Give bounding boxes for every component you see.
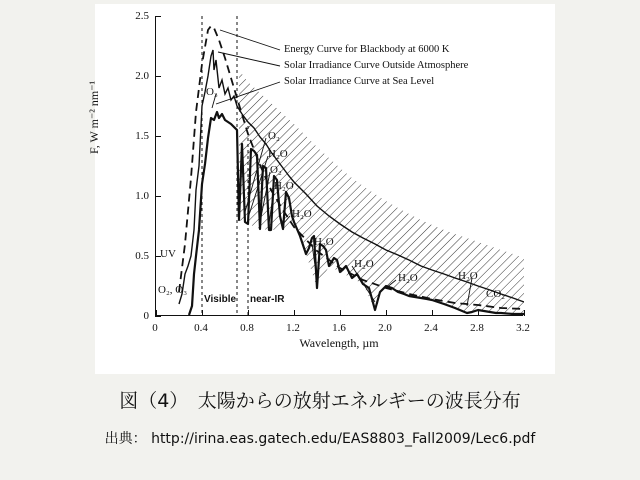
figure-caption: 図（4） 太陽からの放射エネルギーの波長分布	[119, 390, 521, 412]
plot-area	[155, 16, 523, 316]
band-label-near-ir: near-IR	[250, 294, 285, 305]
x-tick-label: 2.8	[470, 322, 484, 334]
y-tick	[155, 136, 161, 137]
x-tick-label: 1.6	[332, 322, 346, 334]
annotation-o2-o3: O₂, O₃	[158, 284, 188, 296]
y-tick-label: 0	[143, 310, 149, 322]
x-tick	[294, 310, 295, 316]
annotation-co2: CO₂	[486, 288, 506, 300]
chart	[87, 4, 555, 374]
x-tick-label: 2.4	[424, 322, 438, 334]
x-tick	[524, 310, 525, 316]
y-tick	[155, 76, 161, 77]
x-tick	[340, 310, 341, 316]
legend-entry-sea-level: Solar Irradiance Curve at Sea Level	[284, 76, 435, 87]
y-tick	[155, 16, 161, 17]
annotation-h2o-e: H₂O	[354, 258, 374, 270]
y-tick	[155, 196, 161, 197]
annotation-h2o-f: H₂O	[398, 272, 418, 284]
y-tick-label: 2.5	[135, 10, 149, 22]
annotation-h2o-b: H₂O	[274, 180, 294, 192]
x-tick-label: 0	[152, 322, 158, 334]
x-axis-label: Wavelength, µm	[299, 336, 379, 350]
x-tick-label: 1.2	[286, 322, 300, 334]
figure-source: 出典： http://irina.eas.gatech.edu/EAS8803_Fall2009/Lec6.pdf	[104, 431, 536, 447]
legend-entry-outside-atmosphere: Solar Irradiance Curve Outside Atmosphere	[284, 60, 469, 71]
annotation-o2-b: O₂	[270, 164, 282, 176]
y-tick-label: 1.5	[135, 130, 149, 142]
x-tick-label: 0.4	[194, 322, 208, 334]
band-label-visible: Visible	[204, 294, 237, 305]
annotation-h2o-g: H₂O	[458, 270, 478, 282]
legend-entry-blackbody: Energy Curve for Blackbody at 6000 K	[284, 44, 450, 55]
y-tick-label: 0.5	[135, 250, 149, 262]
y-tick-label: 1.0	[135, 190, 149, 202]
x-tick	[478, 310, 479, 316]
annotation-o2-a: O₂	[268, 130, 280, 142]
annotation-o3: O₃	[206, 86, 218, 98]
annotation-h2o-c: H₂O	[292, 208, 312, 220]
x-tick	[386, 310, 387, 316]
annotation-h2o-a: H₂O	[268, 148, 288, 160]
y-tick-label: 2.0	[135, 70, 149, 82]
y-axis-label: F, W m⁻² nm⁻¹	[87, 80, 101, 154]
x-tick-label: 2.0	[378, 322, 392, 334]
y-tick	[155, 316, 161, 317]
figure-image	[87, 4, 555, 374]
x-tick	[432, 310, 433, 316]
x-tick-label: 3.2	[516, 322, 530, 334]
x-tick-label: 0.8	[240, 322, 254, 334]
annotation-uv: UV	[160, 248, 176, 260]
annotation-h2o-d: H₂O	[314, 236, 334, 248]
x-tick	[202, 310, 203, 316]
x-tick	[248, 310, 249, 316]
